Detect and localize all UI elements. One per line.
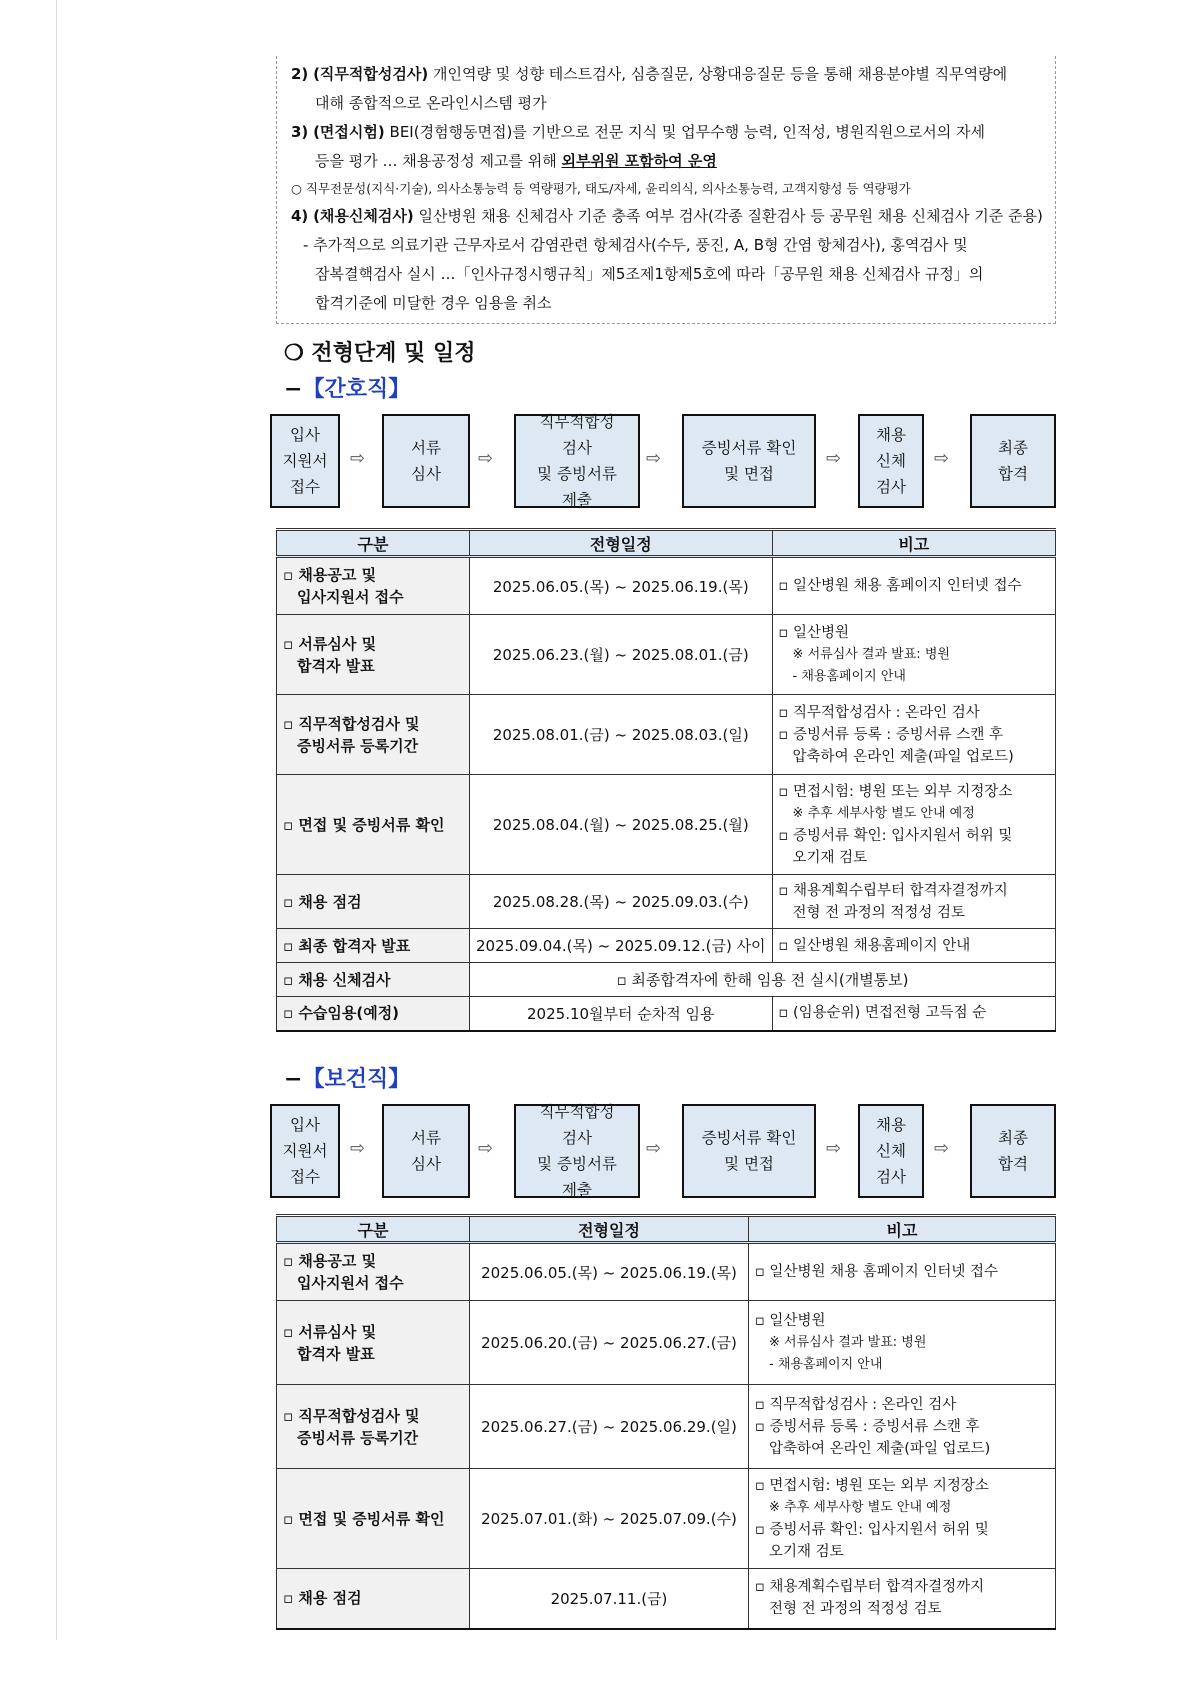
row-note: [772, 557, 1055, 615]
column-header: 비고: [772, 530, 1055, 557]
row-category: [277, 1243, 470, 1301]
note-line: 전형 전 과정의 적정성 검토: [769, 1601, 942, 1618]
category-line: ▫ 서류심사 및: [283, 1322, 377, 1341]
row-note: [772, 997, 1055, 1031]
selection-method-box: [276, 56, 1056, 324]
category-line: ▫ 채용공고 및: [283, 1252, 377, 1270]
note-line: ▫ 면접시험: 병원 또는 외부 지정장소: [778, 783, 1013, 800]
note-line: ▫ 증빙서류 확인: 입사지원서 허위 및: [778, 827, 1013, 844]
table-row: [277, 775, 1056, 875]
flow-arrow-icon: ⇨: [646, 1138, 662, 1159]
category-line: ▫ 채용 점검: [283, 1589, 362, 1608]
item-3: 3) (면접시험) BEI(경험행동면접)를 기반으로 전문 지식 및 업무수행 능력, 인적성, 병원직원으로서의 자세: [291, 123, 986, 141]
row-note: [749, 1301, 1056, 1385]
row-category: [277, 963, 470, 997]
column-header: 구분: [277, 530, 470, 557]
category-line: 입사지원서 접수: [297, 1274, 404, 1292]
row-category: [277, 695, 470, 775]
note-line: ※ 서류심사 결과 발표: 병원: [792, 646, 950, 662]
category-line: 입사지원서 접수: [297, 588, 404, 606]
column-header: 전형일정: [470, 530, 773, 557]
flow-step-3: 직무적합성 검사 및 증빙서류 제출: [514, 414, 640, 508]
note-line: ▫ 일산병원: [755, 1312, 826, 1329]
item-4-sub-cont2: 합격기준에 미달한 경우 임용을 취소: [315, 294, 552, 312]
note-line: ▫ 채용계획수립부터 합격자결정까지: [778, 882, 1008, 899]
row-schedule: 2025.06.05.(목) ~ 2025.06.19.(목): [470, 557, 773, 615]
note-line: ▫ 직무적합성검사 : 온라인 검사: [778, 704, 980, 721]
row-schedule: 2025.06.27.(금) ~ 2025.06.29.(일): [470, 1385, 749, 1469]
flow-step-2: 서류 심사: [382, 414, 470, 508]
table-row: [277, 557, 1056, 615]
flow-step-1: 입사 지원서 접수: [270, 414, 340, 508]
row-schedule: 2025.06.23.(월) ~ 2025.08.01.(금): [470, 615, 773, 695]
row-category: [277, 1569, 470, 1629]
row-note: [772, 695, 1055, 775]
note-line: ▫ 면접시험: 병원 또는 외부 지정장소: [755, 1477, 989, 1494]
note-line: ▫ 증빙서류 확인: 입사지원서 허위 및: [755, 1521, 989, 1538]
note-line: ※ 추후 세부사항 별도 안내 예정: [769, 1499, 952, 1515]
category-line: 증빙서류 등록기간: [297, 1428, 419, 1447]
item-4-sub: - 추가적으로 의료기관 근무자로서 감염관련 항체검사(수두, 풍진, A, B형 간염 항체검사), 홍역검사 및: [303, 236, 968, 254]
note-line: ▫ 직무적합성검사 : 온라인 검사: [755, 1396, 957, 1413]
flow-step-2: 서류 심사: [382, 1104, 470, 1198]
category-line: 합격자 발표: [297, 656, 375, 675]
category-line: ▫ 채용공고 및: [283, 566, 377, 584]
row-schedule: 2025.08.28.(목) ~ 2025.09.03.(수): [470, 875, 773, 929]
row-schedule: 2025.06.05.(목) ~ 2025.06.19.(목): [470, 1243, 749, 1301]
row-note: [772, 615, 1055, 695]
row-category: [277, 929, 470, 963]
table-row: [277, 1301, 1056, 1385]
flow-step-6: 최종 합격: [970, 414, 1056, 508]
note-line: ▫ 일산병원 채용 홈페이지 인터넷 접수: [778, 578, 1022, 594]
flow-step-6: 최종 합격: [970, 1104, 1056, 1198]
flow-arrow-icon: ⇨: [934, 1138, 950, 1159]
note-line: ▫ 일산병원 채용 홈페이지 인터넷 접수: [755, 1264, 998, 1280]
note-line: 오기재 검토: [792, 849, 868, 866]
flow-arrow-icon: ⇨: [646, 448, 662, 469]
row-schedule: ▫ 최종합격자에 한해 임용 전 실시(개별통보): [470, 963, 1056, 997]
margin-line: [56, 0, 57, 1640]
table-row: [277, 695, 1056, 775]
row-schedule: 2025.09.04.(목) ~ 2025.09.12.(금) 사이: [470, 929, 773, 963]
row-category: [277, 775, 470, 875]
health-title: −【보건직】: [284, 1066, 411, 1092]
row-note: [772, 775, 1055, 875]
row-category: [277, 1469, 470, 1569]
note-line: ▫ 일산병원 채용홈페이지 안내: [778, 937, 971, 954]
row-note: [772, 875, 1055, 929]
column-header: 전형일정: [470, 1216, 749, 1243]
section-title: ❍ 전형단계 및 일정: [284, 340, 476, 366]
row-category: [277, 875, 470, 929]
row-schedule: 2025.07.11.(금): [470, 1569, 749, 1629]
row-schedule: 2025.06.20.(금) ~ 2025.06.27.(금): [470, 1301, 749, 1385]
table-row: [277, 929, 1056, 963]
row-note: [772, 929, 1055, 963]
item-2: 2) (직무적합성검사) 개인역량 및 성향 테스트검사, 심층질문, 상황대응질문 등을 통해 채용분야별 직무역량에: [291, 65, 1008, 83]
category-line: ▫ 채용 신체검사: [283, 970, 391, 989]
table-row: [277, 1469, 1056, 1569]
note-line: ▫ 증빙서류 등록 : 증빙서류 스캔 후: [755, 1418, 980, 1435]
table-row: [277, 1243, 1056, 1301]
category-line: ▫ 직무적합성검사 및: [283, 714, 420, 733]
health-process-flow: [270, 1104, 1058, 1198]
flow-step-5: 채용 신체 검사: [858, 414, 924, 508]
flow-step-4: 증빙서류 확인 및 면접: [682, 414, 816, 508]
flow-step-4: 증빙서류 확인 및 면접: [682, 1104, 816, 1198]
category-line: 증빙서류 등록기간: [297, 736, 419, 755]
note-line: 전형 전 과정의 적정성 검토: [792, 904, 966, 921]
note-line: ▫ 증빙서류 등록 : 증빙서류 스캔 후: [778, 726, 1004, 743]
flow-arrow-icon: ⇨: [478, 1138, 494, 1159]
flow-step-3: 직무적합성 검사 및 증빙서류 제출: [514, 1104, 640, 1198]
category-line: ▫ 서류심사 및: [283, 634, 377, 653]
note-line: ▫ 일산병원: [778, 624, 850, 641]
table-row: [277, 997, 1056, 1031]
category-line: ▫ 수습임용(예정): [283, 1004, 400, 1023]
flow-step-5: 채용 신체 검사: [858, 1104, 924, 1198]
flow-arrow-icon: ⇨: [478, 448, 494, 469]
nursing-schedule-table: [276, 528, 1056, 1032]
table-row: [277, 615, 1056, 695]
item-2-cont: 대해 종합적으로 온라인시스템 평가: [315, 94, 547, 112]
category-line: 합격자 발표: [297, 1344, 375, 1363]
table-row: [277, 1385, 1056, 1469]
item-3-note: ○ 직무전문성(지식·기술), 의사소통능력 등 역량평가, 태도/자세, 윤리의식, 의사소통능력, 고객지향성 등 역량평가: [291, 181, 911, 196]
flow-arrow-icon: ⇨: [350, 1138, 366, 1159]
row-note: [749, 1469, 1056, 1569]
table-row: [277, 963, 1056, 997]
item-4-sub-cont: 잠복결핵검사 실시 …「인사규정시행규칙」제5조제1항제5호에 따라「공무원 채용 신체검사 규정」의: [315, 265, 984, 283]
nursing-title: −【간호직】: [284, 376, 411, 402]
row-note: [749, 1243, 1056, 1301]
row-note: [749, 1569, 1056, 1629]
note-line: ▫ 채용계획수립부터 합격자결정까지: [755, 1579, 985, 1596]
table-row: [277, 1569, 1056, 1629]
note-line: ▫ (임용순위) 면접전형 고득점 순: [778, 1005, 987, 1022]
category-line: ▫ 최종 합격자 발표: [283, 936, 411, 955]
category-line: ▫ 면접 및 증빙서류 확인: [283, 1509, 445, 1528]
row-schedule: 2025.07.01.(화) ~ 2025.07.09.(수): [470, 1469, 749, 1569]
row-category: [277, 615, 470, 695]
table-row: [277, 875, 1056, 929]
note-line: ※ 서류심사 결과 발표: 병원: [769, 1334, 927, 1350]
flow-arrow-icon: ⇨: [826, 1138, 842, 1159]
category-line: ▫ 면접 및 증빙서류 확인: [283, 815, 445, 834]
category-line: ▫ 직무적합성검사 및: [283, 1406, 420, 1425]
health-schedule-table: [276, 1214, 1056, 1630]
flow-arrow-icon: ⇨: [350, 448, 366, 469]
nursing-process-flow: [270, 414, 1058, 508]
note-line: ※ 추후 세부사항 별도 안내 예정: [792, 805, 975, 821]
row-schedule: 2025.10월부터 순차적 임용: [470, 997, 773, 1031]
row-category: [277, 1301, 470, 1385]
flow-step-1: 입사 지원서 접수: [270, 1104, 340, 1198]
row-category: [277, 557, 470, 615]
item-3-cont: 등을 평가 … 채용공정성 제고를 위해 외부위원 포함하여 운영: [315, 152, 717, 170]
note-line: 압축하여 온라인 제출(파일 업로드): [769, 1440, 991, 1457]
flow-arrow-icon: ⇨: [934, 448, 950, 469]
note-line: 압축하여 온라인 제출(파일 업로드): [792, 748, 1014, 765]
row-category: [277, 997, 470, 1031]
category-line: ▫ 채용 점검: [283, 892, 362, 911]
note-line: - 채용홈페이지 안내: [769, 1356, 883, 1372]
row-schedule: 2025.08.04.(월) ~ 2025.08.25.(월): [470, 775, 773, 875]
column-header: 비고: [749, 1216, 1056, 1243]
column-header: 구분: [277, 1216, 470, 1243]
row-schedule: 2025.08.01.(금) ~ 2025.08.03.(일): [470, 695, 773, 775]
row-note: [749, 1385, 1056, 1469]
note-line: 오기재 검토: [769, 1543, 844, 1560]
row-category: [277, 1385, 470, 1469]
note-line: - 채용홈페이지 안내: [792, 668, 906, 684]
item-4: 4) (채용신체검사) 일산병원 채용 신체검사 기준 충족 여부 검사(각종 질환검사 등 공무원 채용 신체검사 기준 준용): [291, 207, 1043, 225]
flow-arrow-icon: ⇨: [826, 448, 842, 469]
